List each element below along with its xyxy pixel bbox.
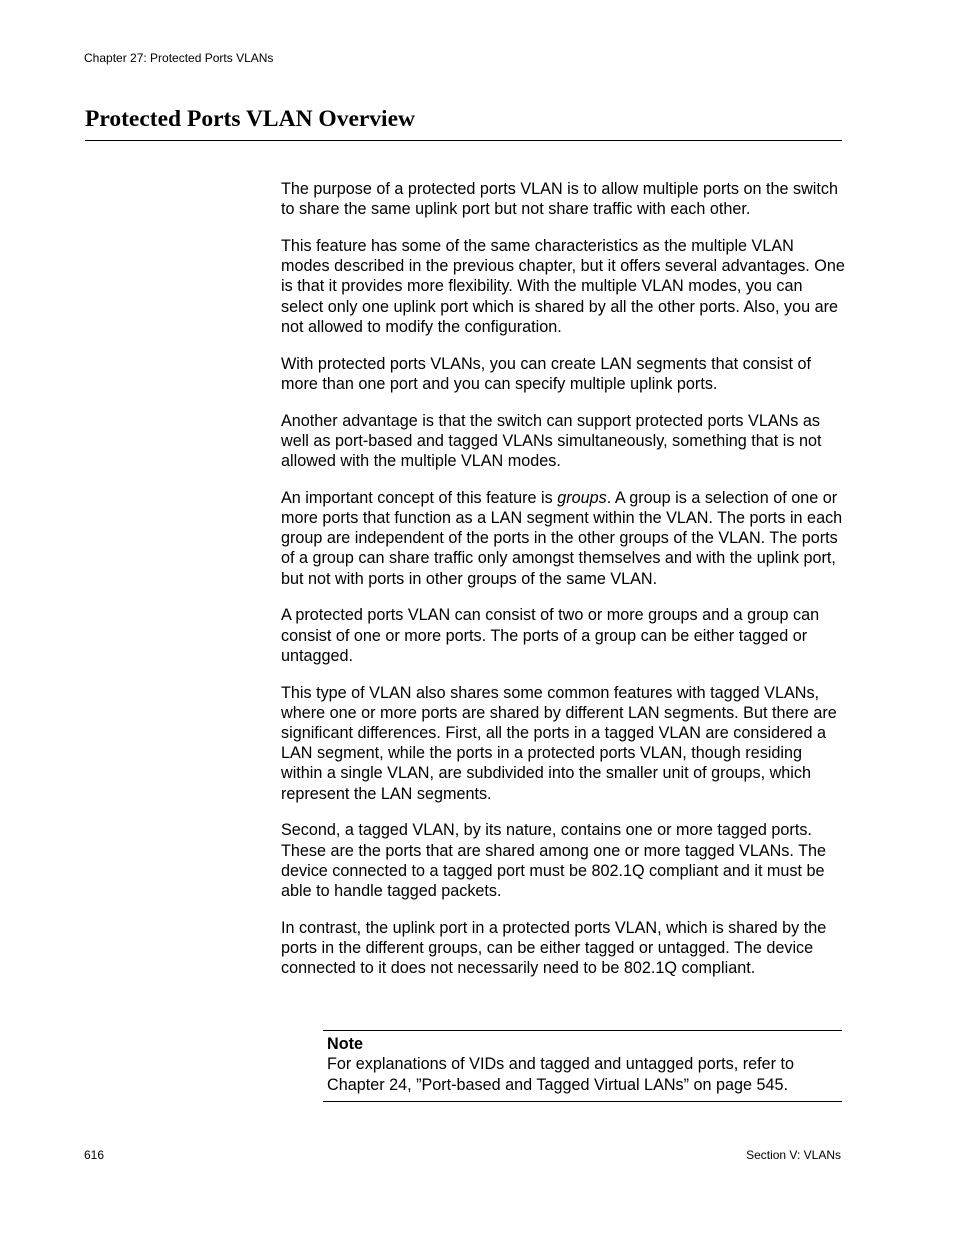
section-title: Protected Ports VLAN Overview [85,106,415,132]
groups-text-after: . A group is a selection of one or more ports that function as a LAN segment within the VLAN. The ports in each group are independent of the ports in the other groups of the VLAN. The ports of a group can share traffic only amongst themselves and with the uplink port, but not with ports in other groups of the same VLAN. [281,488,843,588]
body-text [281,179,846,995]
section-footer: Section V: VLANs [746,1148,841,1162]
paragraph-uplink-contrast: In contrast, the uplink port in a protected ports VLAN, which is shared by the ports in the different groups, can be either tagged or untagged. The device connected to it does not necessarily need to be 802.1Q compliant. [281,918,827,978]
title-rule [85,140,842,141]
note-title: Note [327,1035,363,1053]
paragraph-tagged-comparison: This type of VLAN also shares some common features with tagged VLANs, where one or more ports are shared by different LAN segments. But there are significant differences. First, all the ports in a tagged VLAN are considered a LAN segment, while the ports in a protected ports VLAN, though residing within a single VLAN, are subdivided into the smaller unit of groups, which represent the LAN segments. [281,683,837,803]
paragraph-characteristics: This feature has some of the same characteristics as the multiple VLAN modes described in the previous chapter, but it offers several advantages. One is that it provides more flexibility. With the multiple VLAN modes, you can select only one uplink port which is shared by all the other ports. Also, you are not allowed to modify the configuration. [281,237,845,336]
paragraph-group-composition: A protected ports VLAN can consist of two or more groups and a group can consist of one or more ports. The ports of a group can be either tagged or untagged. [281,606,820,665]
groups-text-before: An important concept of this feature is [281,488,558,507]
note-text: For explanations of VIDs and tagged and untagged ports, refer to Chapter 24, ”Port-based and Tagged Virtual LANs” on page 545. [327,1055,795,1094]
page-number: 616 [84,1148,105,1162]
note-box [323,1030,842,1102]
running-header: Chapter 27: Protected Ports VLANs [84,51,274,65]
paragraph-tagged-ports: Second, a tagged VLAN, by its nature, contains one or more tagged ports. These are the ports that are shared among one or more tagged VLANs. The device connected to a tagged port must be 802.1Q compliant and it must be able to handle tagged packets. [281,821,826,901]
paragraph-groups [281,488,846,589]
paragraph-purpose: The purpose of a protected ports VLAN is to allow multiple ports on the switch to share the same uplink port but not share traffic with each other. [281,180,838,219]
paragraph-lan-segments: With protected ports VLANs, you can create LAN segments that consist of more than one port and you can specify multiple uplink ports. [281,354,811,393]
groups-emphasis: groups [557,488,607,507]
paragraph-advantage: Another advantage is that the switch can support protected ports VLANs as well as port-based and tagged VLANs simultaneously, something that is not allowed with the multiple VLAN modes. [281,411,822,471]
